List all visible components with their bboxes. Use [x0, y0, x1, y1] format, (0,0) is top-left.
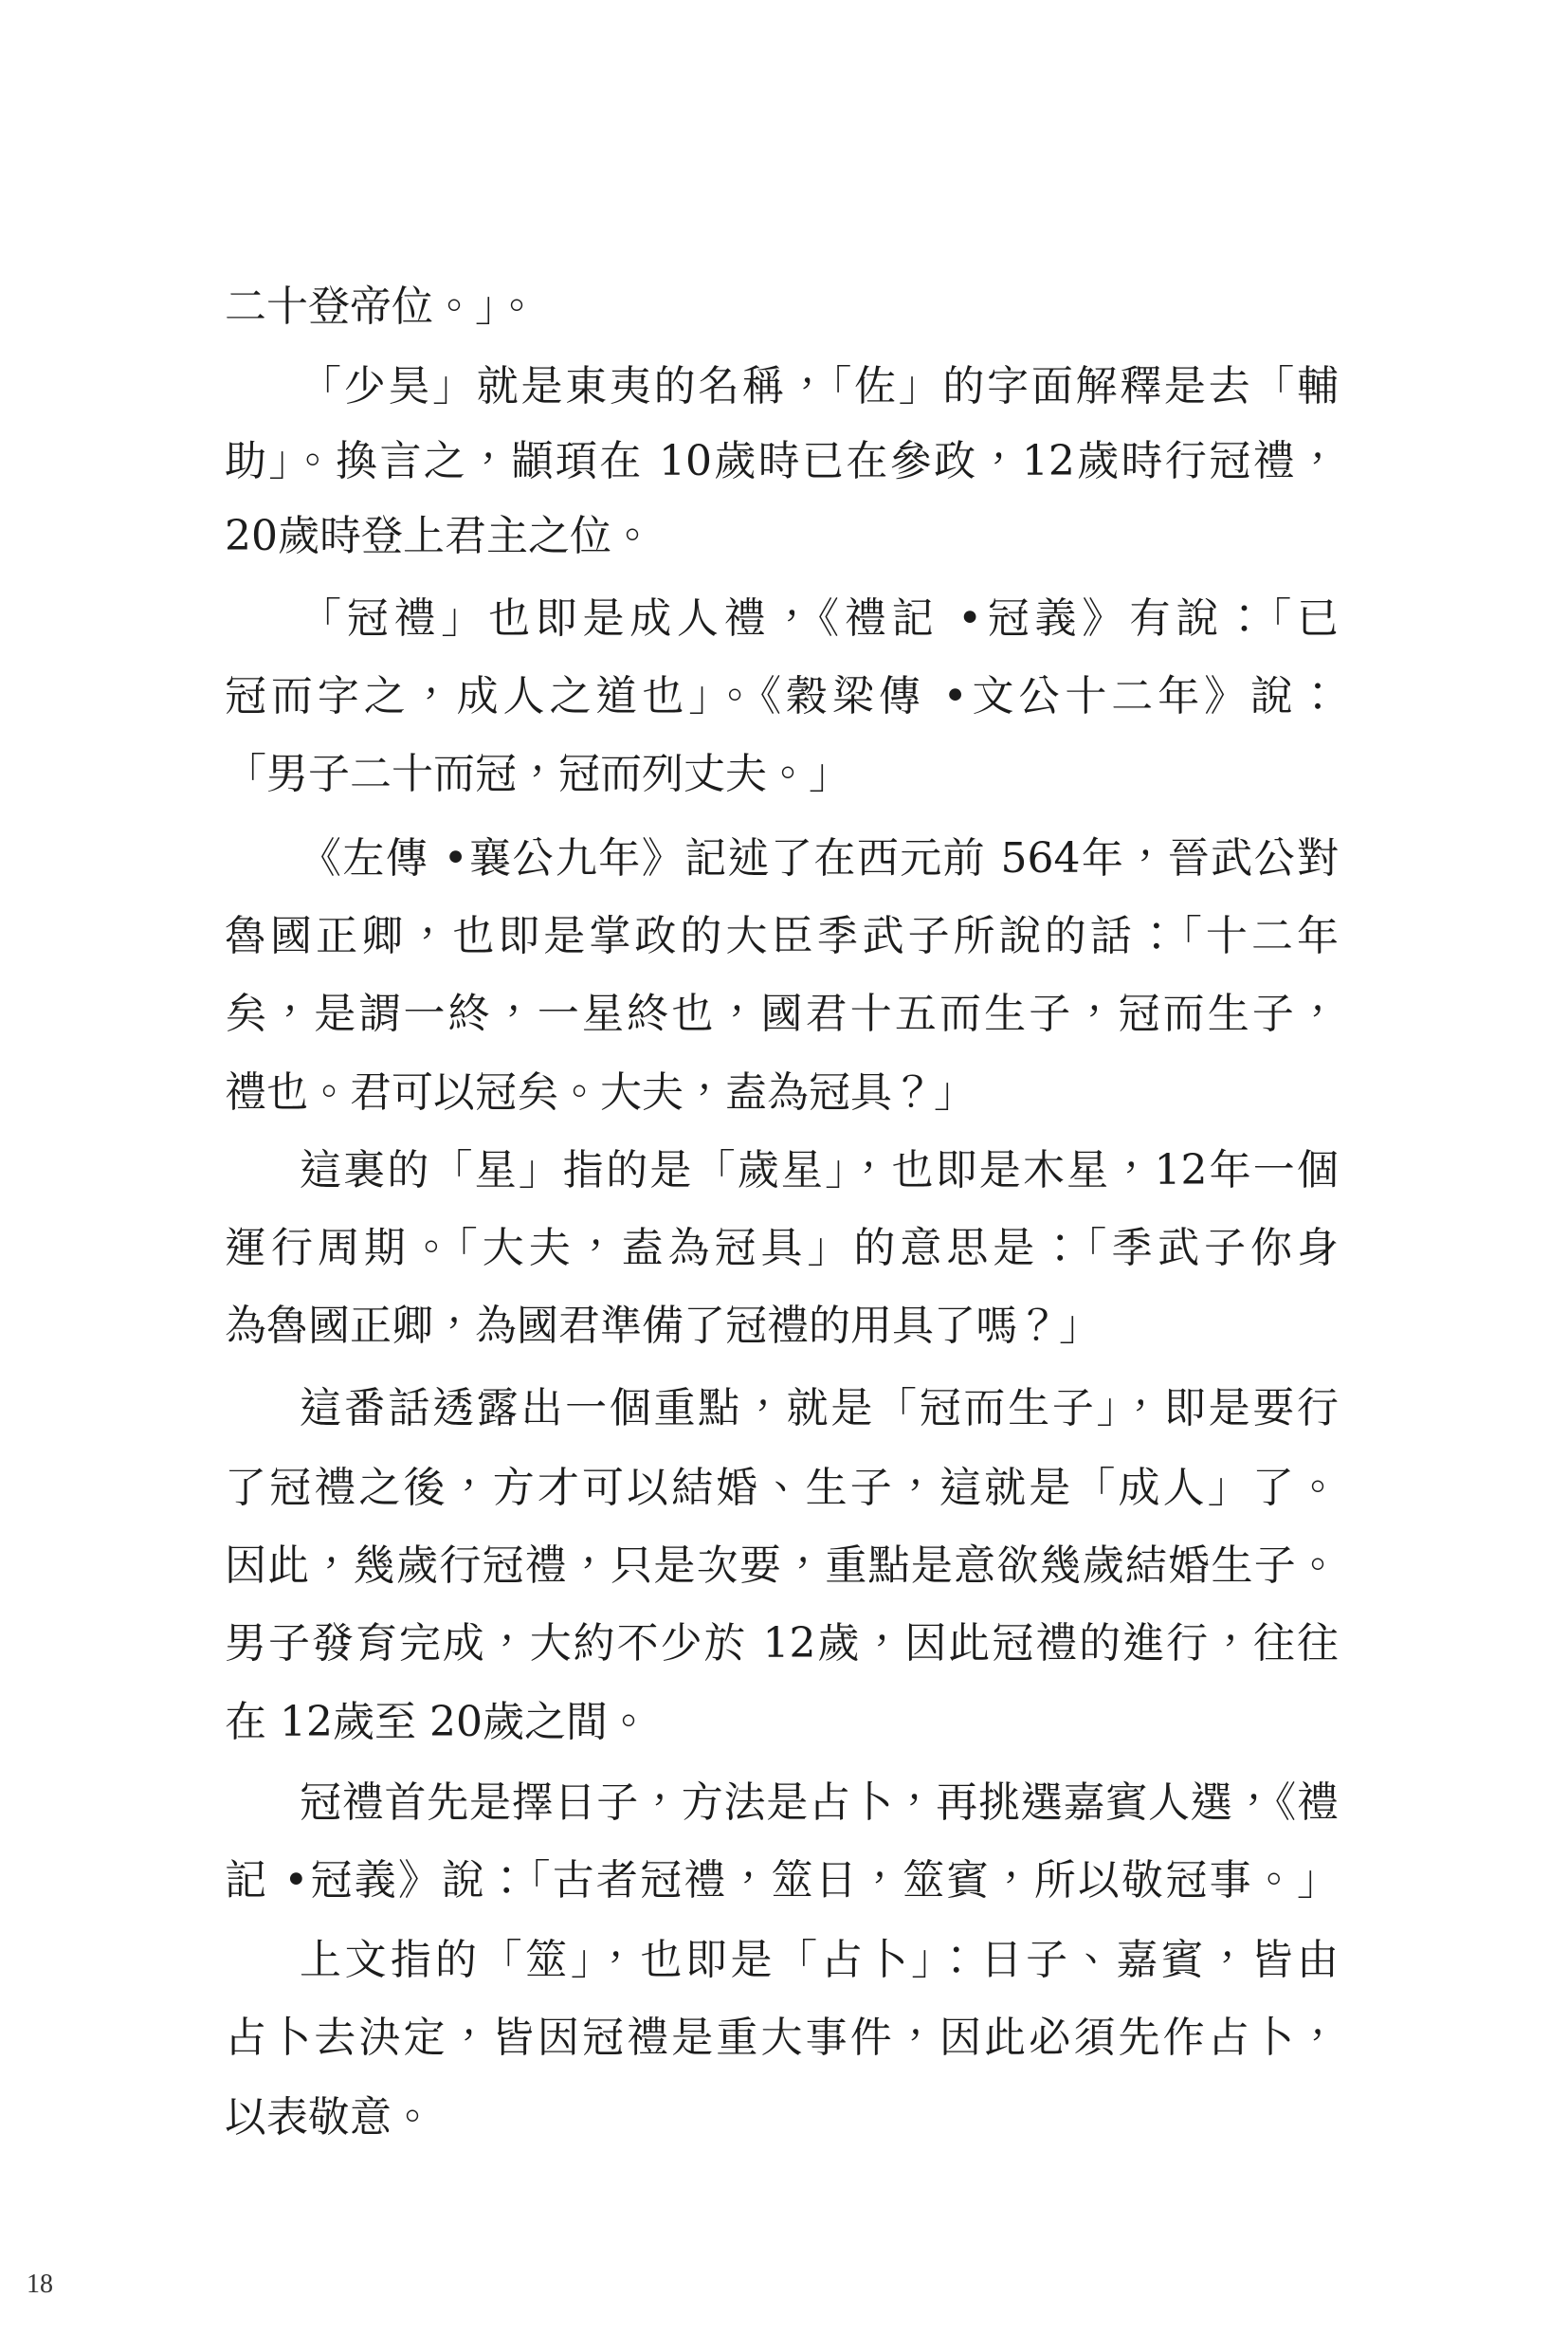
- text-line: 了冠禮之後，方才可以結婚、生子，這就是「成人」了。: [225, 1464, 1339, 1512]
- text-line: 男子發育完成，大約不少於 12歲，因此冠禮的進行，往往: [225, 1619, 1339, 1668]
- text-line: 魯國正卿，也即是掌政的大臣季武子所說的話：「十二年: [225, 912, 1339, 960]
- text-line: 在 12歲至 20歲之間。: [225, 1698, 649, 1746]
- text-line: 助」。換言之，顓頊在 10歲時已在參政，12歲時行冠禮，: [225, 437, 1339, 485]
- text-line: 「少昊」就是東夷的名稱，「佐」的字面解釋是去「輔: [300, 362, 1339, 410]
- text-line: 「冠禮」也即是成人禮，《禮記 •冠義》有說：「已: [300, 594, 1339, 643]
- page-number: 18: [27, 2270, 53, 2299]
- text-line: 20歲時登上君主之位。: [225, 512, 653, 560]
- text-line: 上文指的「筮」，也即是「占卜」：日子、嘉賓，皆由: [300, 1936, 1339, 1984]
- text-line: 禮也。君可以冠矣。大夫，盍為冠具？」: [225, 1068, 975, 1117]
- text-line: 記 •冠義》說：「古者冠禮，筮日，筮賓，所以敬冠事。」: [225, 1856, 1339, 1905]
- text-line: 這番話透露出一個重點，就是「冠而生子」，即是要行: [300, 1384, 1339, 1432]
- text-line: 「男子二十而冠，冠而列丈夫。」: [225, 750, 850, 798]
- text-line: 矣，是謂一終，一星終也，國君十五而生子，冠而生子，: [225, 990, 1339, 1038]
- text-line: 《左傳 •襄公九年》記述了在西元前 564年，晉武公對: [300, 834, 1339, 883]
- text-line: 運行周期。「大夫，盍為冠具」的意思是：「季武子你身: [225, 1224, 1339, 1272]
- text-line: 冠禮首先是擇日子，方法是占卜，再挑選嘉賓人選，《禮: [300, 1778, 1339, 1827]
- text-line: 為魯國正卿，為國君準備了冠禮的用具了嗎？」: [225, 1302, 1101, 1350]
- text-line: 占卜去決定，皆因冠禮是重大事件，因此必須先作占卜，: [225, 2014, 1339, 2062]
- text-line: 二十登帝位。」。: [225, 283, 538, 331]
- text-line: 冠而字之，成人之道也」。《穀梁傳 •文公十二年》說：: [225, 672, 1339, 720]
- text-line: 因此，幾歲行冠禮，只是次要，重點是意欲幾歲結婚生子。: [225, 1541, 1339, 1590]
- text-line: 以表敬意。: [225, 2093, 433, 2142]
- text-line: 這裏的「星」指的是「歲星」，也即是木星，12年一個: [300, 1146, 1339, 1194]
